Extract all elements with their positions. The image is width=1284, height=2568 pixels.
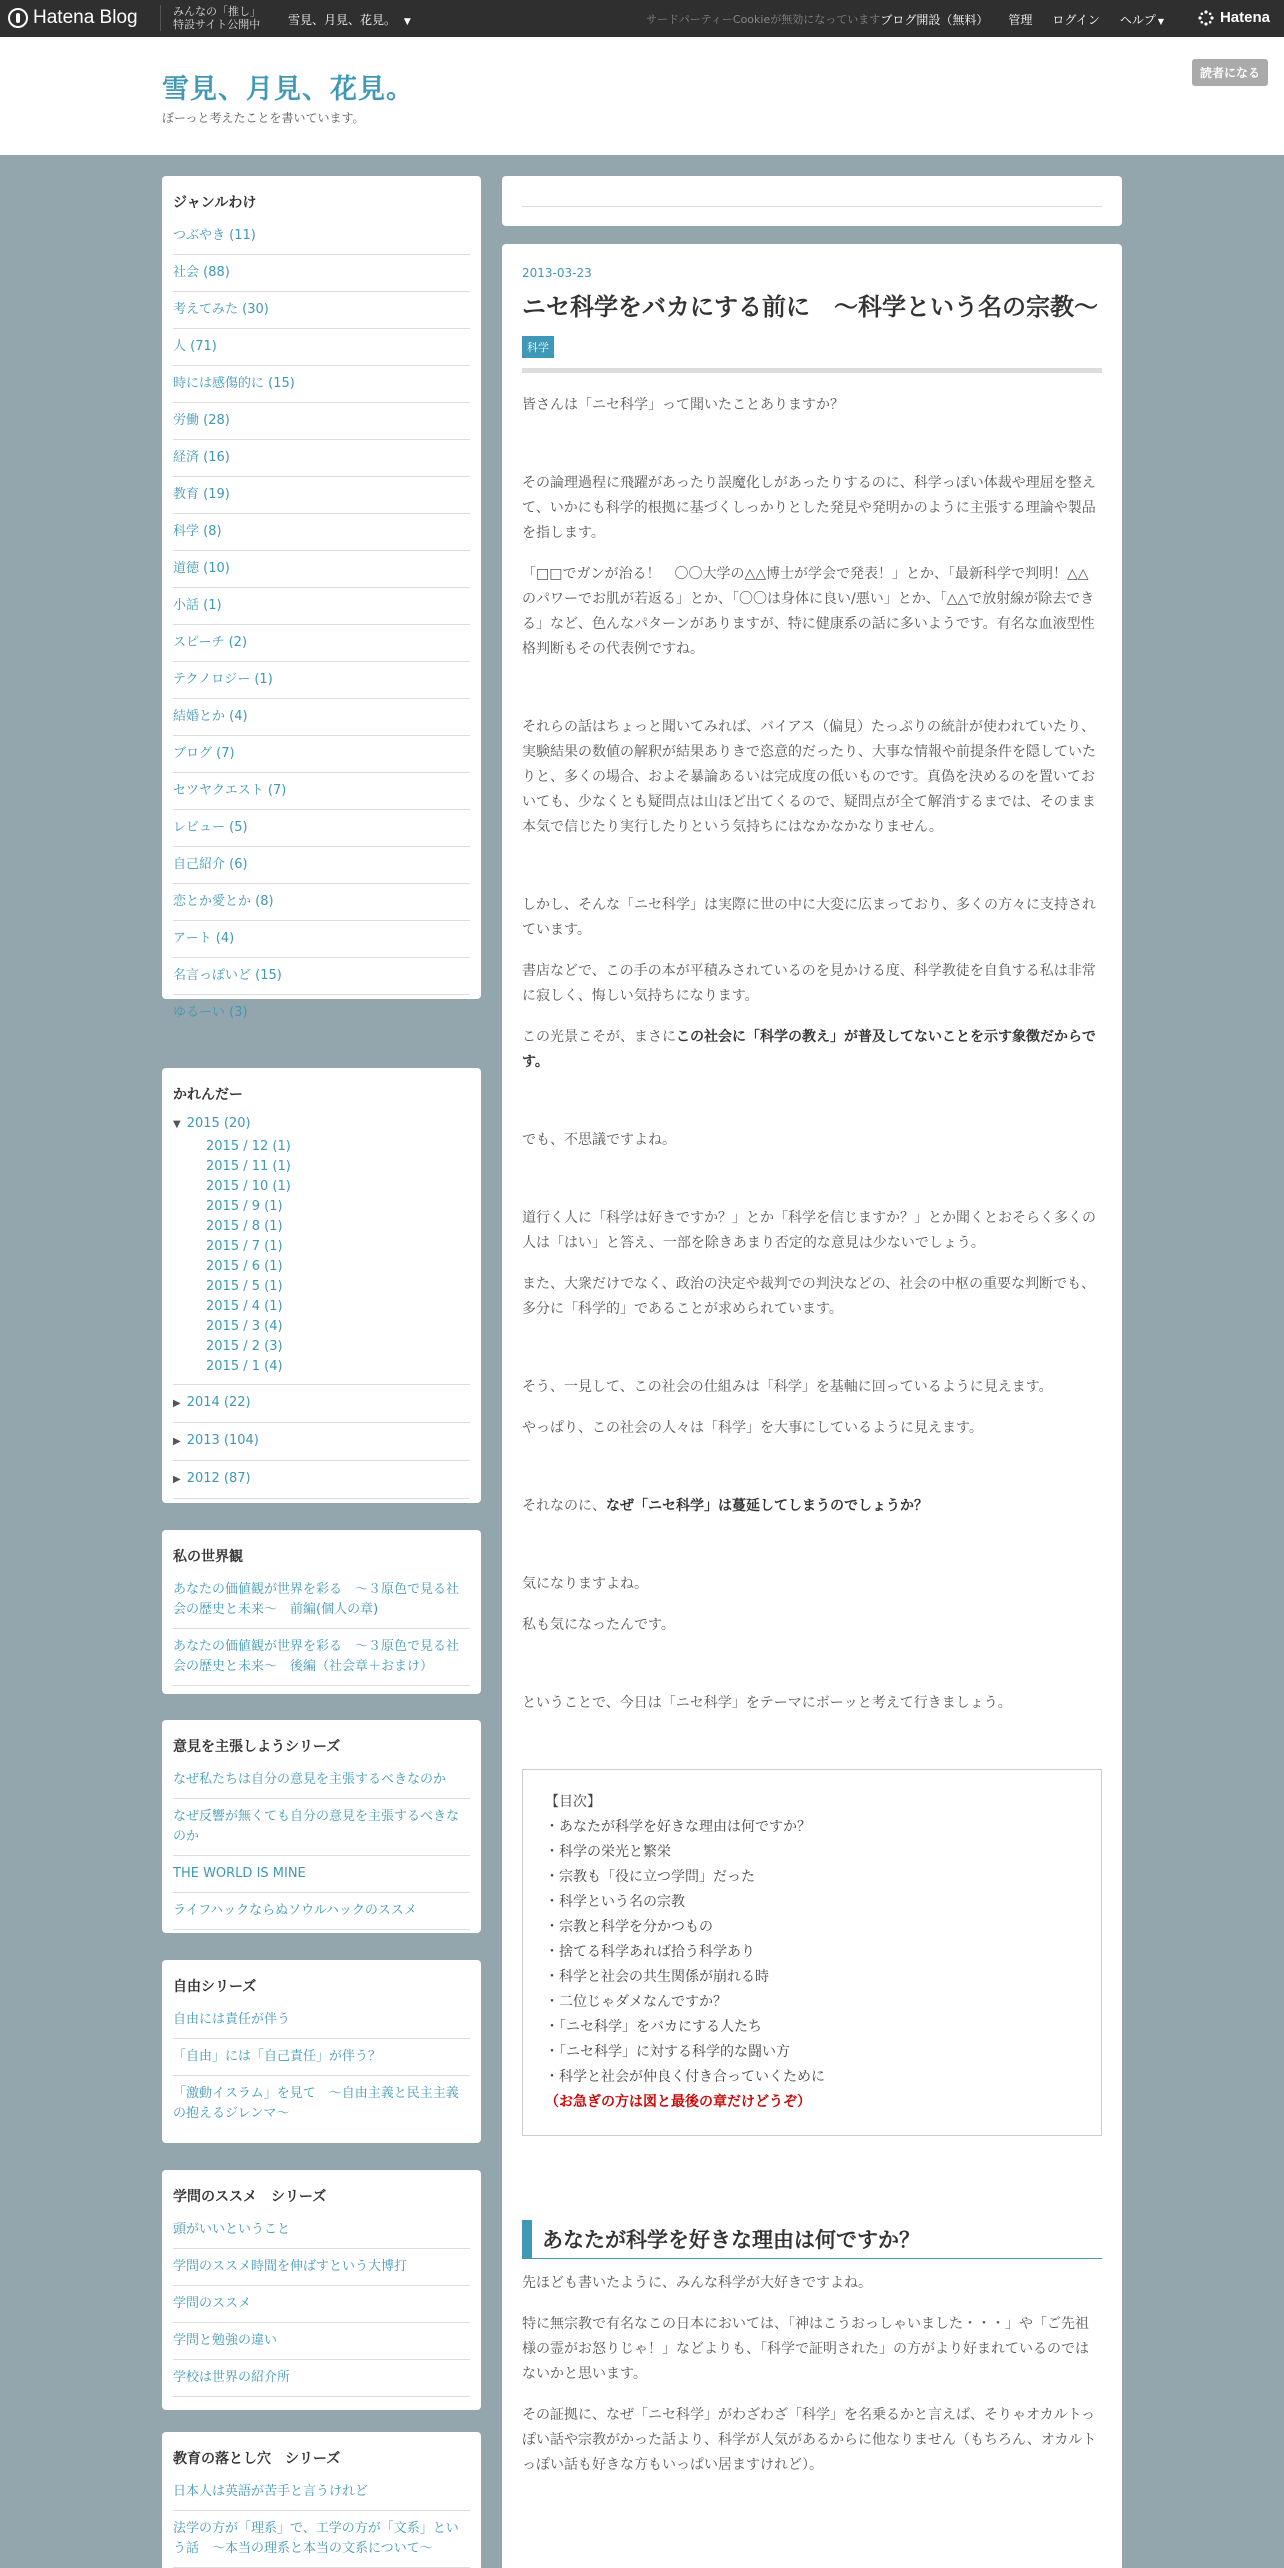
series-link[interactable]: あなたの価値観が世界を彩る ～３原色で見る社会の歴史と未来～ 前編(個人の章) [173,1572,470,1629]
caret-down-icon: ▼ [403,17,411,27]
hatena-blog-logo[interactable] [8,7,138,29]
toc-note: （お急ぎの方は図と最後の章だけどうぞ） [545,2094,811,2110]
toc-item[interactable]: ・捨てる科学あれば拾う科学あり [545,1944,755,1960]
triangle-right-icon: ▶ [173,1398,181,1409]
paragraph: 私も気になったんです。 [522,1617,675,1633]
toc-item[interactable]: ・「ニセ科学」をバカにする人たち [545,2019,762,2035]
promo-line2: 特設サイト公開中 [173,18,261,31]
paragraph: また、大衆だけでなく、政治の決定や裁判での判決などの、社会の中枢の重要な判断でも、多分に「科学的」であることが求められています。 [522,1276,1096,1317]
category-link[interactable]: アート (4) [173,921,470,958]
hatena-logo-icon [8,8,28,28]
archive-months [173,1137,470,1385]
archive-month-link[interactable]: 2015 / 7 (1) [206,1239,283,1254]
paragraph: 先ほども書いたように、みんな科学が大好きですよね。 [522,2275,872,2291]
series-link[interactable]: 「激動イスラム」を見て ～自由主義と民主主義の抱えるジレンマ～ [173,2086,459,2121]
triangle-right-icon: ▶ [173,1436,181,1447]
worldview-module [162,1530,481,1694]
article-title[interactable]: ニセ科学をバカにする前に ～科学という名の宗教～ [522,293,1098,321]
nav-help-label: ヘルプ [1119,13,1156,27]
category-link[interactable]: 道徳 (10) [173,551,470,588]
category-link[interactable]: 科学 (8) [173,514,470,551]
paragraph: やっぱり、この社会の人々は「科学」を大事にしているように見えます。 [522,1420,983,1436]
paragraph: 書店などで、この手の本が平積みされているのを見かける度、科学教徒を自負する私は非常に寂しく、悔しい気持ちになります。 [522,963,1096,1004]
toc-item[interactable]: ・科学という名の宗教 [545,1894,685,1910]
freedom-series-module [162,1960,481,2143]
pitfall-series-module [162,2432,481,2568]
archive-month-link[interactable]: 2015 / 5 (1) [206,1279,283,1294]
blog-header [0,37,1284,155]
archive-month-link[interactable]: 2015 / 11 (1) [206,1159,291,1174]
archive-month-link[interactable]: 2015 / 3 (4) [206,1319,283,1334]
paragraph-text: それなのに、 [522,1498,606,1514]
category-link[interactable]: 労働 (28) [173,403,470,440]
category-link[interactable]: スピーチ (2) [173,625,470,662]
top-module [502,176,1122,226]
nav-admin[interactable]: 管理 [1008,13,1033,27]
category-link[interactable]: テクノロジー (1) [173,662,470,699]
promo-line1: みんなの「推し」 [173,5,261,18]
category-badge[interactable]: 科学 [522,336,554,358]
subscribe-button[interactable]: 読者になる [1192,59,1268,86]
paragraph: 特に無宗教で有名なこの日本においては、「神はこうおっしゃいました・・・」や「ご先祖様の霊がお怒りじゃ！」などよりも、「科学で証明された」の方がより好まれているのではないかと思います。 [522,2316,1089,2382]
pitfall-series-title: 教育の落とし穴 シリーズ [173,2451,341,2467]
category-link[interactable]: ブログ (7) [173,736,470,773]
category-link[interactable]: 小話 (1) [173,588,470,625]
category-link[interactable]: 時には感傷的に (15) [173,366,470,403]
paragraph-text: この光景こそが、まさに [522,1029,676,1045]
series-link[interactable]: なぜ反響が無くても自分の意見を主張するべきなのか [173,1799,470,1856]
study-series-module [162,2170,481,2410]
nav-open-blog[interactable]: ブログ開設（無料） [880,13,989,27]
global-header [0,0,1284,37]
article [502,244,1122,2568]
paragraph: その論理過程に飛躍があったり誤魔化しがあったりするのに、科学っぽい体裁や理屈を整えて、いかにも科学的根拠に基づくしっかりとした発見や発明かのように主張する理論や製品を指します。 [522,475,1096,541]
hatena-brand-label: Hatena [1219,9,1270,26]
series-link[interactable]: 法学の方が「理系」で、工学の方が「文系」という話 ～本当の理系と本当の文系について～ [173,2511,470,2568]
paragraph [522,1494,1102,1519]
series-link[interactable]: 学問と勉強の違い [173,2323,470,2360]
blog-menu-label: 雪見、月見、花見。 [288,13,397,27]
archive-month-link[interactable]: 2015 / 12 (1) [206,1139,291,1154]
category-link[interactable]: セツヤクエスト (7) [173,773,470,810]
paragraph [522,1025,1102,1075]
calendar-title: かれんだー [173,1087,243,1103]
paragraph: しかし、そんな「ニセ科学」は実際に世の中に大変に広まっており、多くの方々に支持されています。 [522,897,1096,938]
emphasis-text: この社会に「科学の教え」が普及してないことを示す象徴だからです。 [522,1029,1096,1070]
toc-title: 【目次】 [545,1794,601,1810]
blog-menu-link[interactable] [288,11,411,28]
category-link[interactable]: 恋とか愛とか (8) [173,884,470,921]
archive-month-link[interactable]: 2015 / 9 (1) [206,1199,283,1214]
series-link[interactable]: 日本人は英語が苦手と言うけれど [173,2474,470,2511]
series-link[interactable]: 頭がいいということ [173,2212,470,2249]
category-link[interactable]: 経済 (16) [173,440,470,477]
logo-text: Hatena Blog [33,7,138,28]
global-nav [880,11,1164,28]
genre-module [162,176,481,1020]
series-link[interactable]: 学問のススメ時間を伸ばすという大博打 [173,2249,470,2286]
archive-month-link[interactable]: 2015 / 4 (1) [206,1299,283,1314]
blog-title[interactable]: 雪見、月見、花見。 [162,74,414,105]
category-link[interactable]: つぶやき (11) [173,218,470,255]
series-link[interactable]: 「自由」には「自己責任」が伴う？ [173,2039,470,2076]
archive-month-link[interactable]: 2015 / 6 (1) [206,1259,283,1274]
series-link[interactable]: 学校は世界の紹介所 [173,2360,470,2397]
nav-login[interactable]: ログイン [1052,13,1100,27]
archive-year-2015[interactable] [173,1110,470,1137]
category-link[interactable]: 考えてみた (30) [173,292,470,329]
freedom-series-title: 自由シリーズ [173,1979,257,1995]
series-link[interactable]: 学問のススメ [173,2286,470,2323]
paragraph: 道行く人に「科学は好きですか？」とか「科学を信じますか？」とか聞くとおそらく多くの人は「はい」と答え、一部を除きあまり否定的な意見は少ないでしょう。 [522,1210,1096,1251]
paragraph: でも、不思議ですよね。 [522,1132,676,1148]
paragraph: 気になりますよね。 [522,1576,648,1592]
article-body [522,373,1102,2478]
category-link[interactable]: 結婚とか (4) [173,699,470,736]
category-link[interactable]: 社会 (88) [173,255,470,292]
calendar-module [162,1068,481,1503]
triangle-down-icon: ▼ [173,1119,181,1130]
paragraph: その証拠に、なぜ「ニセ科学」がわざわざ「科学」を名乗るかと言えば、そりゃオカルトっぽい話や宗教がかった話より、科学が人気があるからに他なりません（もちろん、オカルトっぽい話も好きな方もいっぱい居ますけれど）。 [522,2407,1097,2473]
hatena-star-icon [1198,10,1214,26]
paragraph: そう、一見して、この社会の仕組みは「科学」を基軸に回っているように見えます。 [522,1379,1053,1395]
paragraph: 「□□でガンが治る！ 〇〇大学の△△博士が学会で発表！」とか、「最新科学で判明！△△のパワーでお肌が若返る」とか、「〇〇は身体に良い/悪い」とか、「△△で放射線が除去できる」など、色んなパターンがありますが、特に健康系の話に多いようです。有名な血液型性格判断もその代表例ですね。 [522,566,1095,657]
archive-month-link[interactable]: 2015 / 10 (1) [206,1179,291,1194]
series-link[interactable]: ライフハックならぬソウルハックのススメ [173,1893,470,1930]
article-date[interactable]: 2013-03-23 [522,266,592,280]
archive-year-2013[interactable] [173,1423,470,1461]
archive-year-label: 2012 (87) [186,1471,251,1486]
toc-item[interactable]: ・科学と社会の共生関係が崩れる時 [545,1969,769,1985]
series-link[interactable]: THE WORLD IS MINE [173,1856,470,1893]
category-link[interactable]: レビュー (5) [173,810,470,847]
series-link[interactable]: なぜ私たちは自分の意見を主張するべきなのか [173,1762,470,1799]
category-link[interactable]: 自己紹介 (6) [173,847,470,884]
archive-month-link[interactable]: 2015 / 1 (4) [206,1359,283,1374]
promo-banner[interactable] [160,5,261,31]
toc-item[interactable]: ・「ニセ科学」に対する科学的な闘い方 [545,2044,790,2060]
opinion-series-title: 意見を主張しようシリーズ [173,1739,341,1755]
caret-down-icon: ▼ [1157,17,1164,26]
study-series-title: 学問のススメ シリーズ [173,2189,327,2205]
archive-year-label: 2015 (20) [186,1116,251,1131]
hatena-brand[interactable] [1198,9,1270,26]
archive-month-link[interactable]: 2015 / 2 (3) [206,1339,283,1354]
divider [522,206,1102,207]
toc-item[interactable]: ・科学と社会が仲良く付き合っていくために [545,2069,825,2085]
archive-year-2014[interactable] [173,1385,470,1423]
category-link[interactable]: 教育 (19) [173,477,470,514]
toc-item[interactable]: ・科学の栄光と繁栄 [545,1844,671,1860]
archive-year-label: 2014 (22) [186,1395,251,1410]
genre-title: ジャンルわけ [173,195,257,211]
table-of-contents [522,1769,1102,2136]
series-link[interactable]: 自由には責任が伴う [173,2002,470,2039]
toc-item[interactable]: ・二位じゃダメなんですか？ [545,1994,727,2010]
toc-item[interactable]: ・宗教も「役に立つ学問」だった [545,1869,755,1885]
archive-year-label: 2013 (104) [186,1433,259,1448]
cookie-notice[interactable]: サードパーティーCookieが無効になっています [646,13,881,26]
paragraph: 皆さんは「ニセ科学」って聞いたことありますか？ [522,397,844,413]
archive-year-2012[interactable] [173,1461,470,1499]
section-heading: あなたが科学を好きな理由は何ですか？ [522,2220,1102,2259]
worldview-title: 私の世界観 [173,1549,243,1565]
category-link[interactable]: 名言っぽいど (15) [173,958,470,995]
toc-item[interactable]: ・あなたが科学を好きな理由は何ですか？ [545,1819,811,1835]
series-link[interactable]: あなたの価値観が世界を彩る ～３原色で見る社会の歴史と未来～ 後編（社会章＋おまけ） [173,1629,470,1686]
paragraph: ということで、今日は「ニセ科学」をテーマにボーッと考えて行きましょう。 [522,1695,1012,1711]
archive-month-link[interactable]: 2015 / 8 (1) [206,1219,283,1234]
category-link[interactable]: ゆるーい (3) [173,1005,248,1020]
category-link[interactable]: 人 (71) [173,329,470,366]
opinion-series-module [162,1720,481,1933]
paragraph: それらの話はちょっと聞いてみれば、バイアス（偏見）たっぷりの統計が使われていたり、実験結果の数値の解釈が結果ありきで恣意的だったり、大事な情報や前提条件を隠していたりと、多くの場合、およそ暴論あるいは完成度の低いものです。真偽を決めるのを置いておいても、少なくとも疑問点は山ほど出てくるので、疑問点が全て解消するまでは、そのまま本気で信じたり実行したりという気持ちにはなかなかなりません。 [522,719,1096,835]
blog-description: ぼーっと考えたことを書いています。 [162,111,365,125]
nav-help[interactable] [1120,11,1164,28]
toc-item[interactable]: ・宗教と科学を分かつもの [545,1919,713,1935]
emphasis-text: なぜ「ニセ科学」は蔓延してしまうのでしょうか？ [606,1498,928,1514]
triangle-right-icon: ▶ [173,1474,181,1485]
